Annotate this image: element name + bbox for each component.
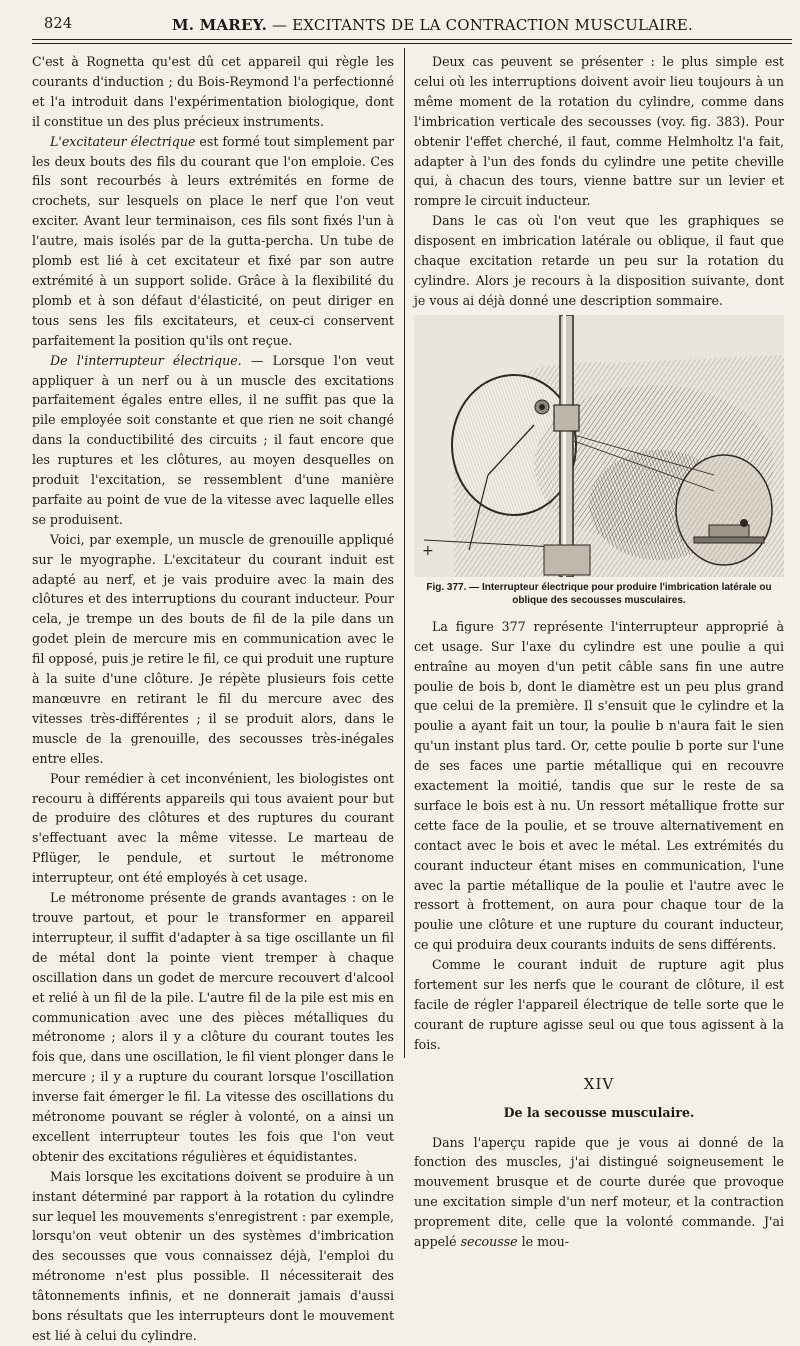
- paragraph: [32, 132, 394, 351]
- paragraph: [32, 351, 394, 530]
- paragraph: C'est à Rognetta qu'est dû cet appareil qui règle les courants d'induction ; du Bois-Reymond l'a perfectionné et l'a introduit dans l'expérimentation biologique, dont il constitue un des plus précieux instruments.: [32, 54, 394, 129]
- paragraph: Dans le cas où l'on veut que les graphiques se disposent en imbrication latérale ou oblique, il faut que chaque excitation retarde un peu sur la rotation du cylindre. Alors je recours à la disposition suivante, dont je vous ai déjà donné une description sommaire.: [414, 213, 784, 308]
- paragraph: Le métronome présente de grands avantages : on le trouve partout, et pour le transformer en appareil interrupteur, il suffit d'adapter à sa tige oscillante un fil de métal dont la pointe vient tremper à chaque oscillation dans un godet de mercure recouvert d'alcool et relié à un fil de la pile. L'autre fil de la pile est mis en communication avec une des pièces métalliques du métronome ; alors il y a clôture du courant toutes les fois que, dans une oscillation, le fil vient plonger dans le mercure ; il y a rupture du courant lorsque l'oscillation inverse fait émerger le fil. La vitesse des oscillations du métronome pouvant se régler à volonté, on a ainsi un excellent interrupteur toutes les fois que l'on veut obtenir des excitations régulières et équidistantes.: [32, 890, 394, 1164]
- italic-term: De l'interrupteur électrique.: [50, 352, 242, 368]
- italic-term: L'excitateur électrique: [50, 133, 196, 149]
- paragraph-text: Dans l'aperçu rapide que je vous ai donné de la fonction des muscles, j'ai distingué soigneusement le mouvement brusque et de courte durée que provoque une excitation simple d'un nerf moteur, et la contraction proprement dite, celle que la volonté commande. J'ai appelé: [414, 1134, 784, 1250]
- running-title: [172, 16, 693, 34]
- running-header: [24, 14, 794, 36]
- paragraph: La figure 377 représente l'interrupteur approprié à cet usage. Sur l'axe du cylindre est une poulie a qui entraîne au moyen d'un petit câble sans fin une autre poulie de bois b, dont le diamètre est un peu plus grand que celui de la première. Il s'ensuit que le cylindre et la poulie a ayant fait un tour, la poulie b n'aura fait le sien qu'un instant plus tard. Or, cette poulie b porte sur l'une de ses faces une partie métallique qui en recouvre exactement la moitié, tandis que sur le reste de sa surface le bois est à nu. Un ressort métallique frotte sur cette face de la poulie, et se trouve alternativement en contact avec le bois et avec le métal. Les extrémités du courant inducteur étant mises en communication, l'une avec la partie métallique de la poulie et l'autre avec le ressort à frottement, on aura pour chaque tour de la poulie une clôture et une rupture du courant inducteur, ce qui produira deux courants induits de sens différents.: [414, 618, 784, 953]
- paragraph-text: le mou-: [517, 1234, 570, 1250]
- left-column: [32, 52, 394, 1346]
- svg-text:+: +: [422, 542, 434, 559]
- figure-caption-text: — Interrupteur électrique pour produire l'imbrication latérale ou oblique des secousses musculaires.: [466, 581, 772, 606]
- header-rule: [32, 39, 792, 40]
- paragraph: [414, 1133, 784, 1252]
- title-separator: —: [271, 16, 288, 34]
- paragraph: Deux cas peuvent se présenter : le plus simple est celui où les interruptions doivent avoir lieu toujours à un même moment de la rotation du cylindre, comme dans l'imbrication verticale des secousses (voy. fig. 383). Pour obtenir l'effet cherché, il faut, comme Helmholtz l'a fait, adapter à l'un des fonds du cylindre une petite cheville qui, à chacun des tours, vienne battre sur un levier et rompre le circuit inducteur.: [414, 54, 784, 209]
- paragraph: Comme le courant induit de rupture agit plus fortement sur les nerfs que le courant de clôture, il est facile de régler l'appareil électrique de telle sorte que le courant de rupture agisse seul ou que tous agissent à la fois.: [414, 957, 784, 1052]
- paragraph: Pour remédier à cet inconvénient, les biologistes ont recouru à différents appareils qui tous avaient pour but de produire des clôtures et des ruptures du courant s'effectuant avec la même vitesse. Le marteau de Pflüger, le pendule, et surtout le métronome interrupteur, ont été employés à cet usage.: [32, 770, 394, 886]
- column-divider: [404, 48, 405, 1058]
- figure-label: Fig. 377.: [426, 581, 467, 593]
- figure-engraving: [414, 315, 784, 577]
- chapter-title: EXCITANTS DE LA CONTRACTION MUSCULAIRE.: [292, 16, 693, 34]
- italic-term: secousse: [460, 1234, 518, 1250]
- paragraph: Mais lorsque les excitations doivent se produire à un instant déterminé par rapport à la rotation du cylindre sur lequel les mouvements s'enregistrent : par exemple, lorsqu'on veut obtenir un des systèmes d'imbrication des secousses que vous connaissez déjà, l'emploi du métronome n'est plus possible. Il nécessiterait des tâtonnements infinis, et ne donnerait jamais d'aussi bons résultats que les interrupteurs dont le mouvement est lié à celui du cylindre.: [32, 1168, 394, 1343]
- page-number: 824: [44, 16, 73, 32]
- header-rule-double: [32, 43, 792, 44]
- section-title: De la secousse musculaire.: [503, 1104, 695, 1120]
- right-column: [414, 52, 784, 1252]
- figure-caption: [418, 581, 780, 607]
- section-number: XIV: [583, 1074, 615, 1093]
- author-name: M. MAREY.: [172, 16, 267, 34]
- interrupter-illustration: [414, 315, 784, 577]
- paragraph: Voici, par exemple, un muscle de grenouille appliqué sur le myographe. L'excitateur du courant induit est adapté au nerf, et je vais produire avec la main des clôtures et des interruptions du courant inducteur. Pour cela, je trempe un des bouts de fil de la pile dans un godet plein de mercure mis en communication avec le fil opposé, puis je retire le fil, ce qui produit une rupture à la suite d'une clôture. Je répète plusieurs fois cette manœuvre en retirant le fil du mercure avec des vitesses très-différentes ; il se produit alors, dans le muscle de la grenouille, des secousses très-inégales entre elles.: [32, 531, 394, 766]
- paragraph-text: — Lorsque l'on veut appliquer à un nerf ou à un muscle des excitations parfaitement égales entre elles, il ne suffit pas que la pile employée soit constante et que rien ne soit changé dans la conductibilité des circuits ; il faut encore que les ruptures et les clôtures, au moyen desquelles on produit l'excitation, se ressemblent d'une manière parfaite au point de vue de la vitesse avec laquelle elles se produisent.: [32, 352, 394, 527]
- paragraph-text: est formé tout simplement par les deux bouts des fils du courant que l'on emploie. Ces fils sont recourbés à leurs extrémités en forme de crochets, sur lesquels on place le nerf que l'on veut exciter. Avant leur terminaison, ces fils sont fixés l'un à l'autre, mais isolés par de la gutta-percha. Un tube de plomb est lié à cet excitateur et fixé par son autre extrémité à un support solide. Grâce à la flexibilité du plomb et à son défaut d'élasticité, on peut diriger en tous sens les fils excitateurs, et ceux-ci conservent parfaitement la position qu'ils ont reçue.: [32, 133, 395, 348]
